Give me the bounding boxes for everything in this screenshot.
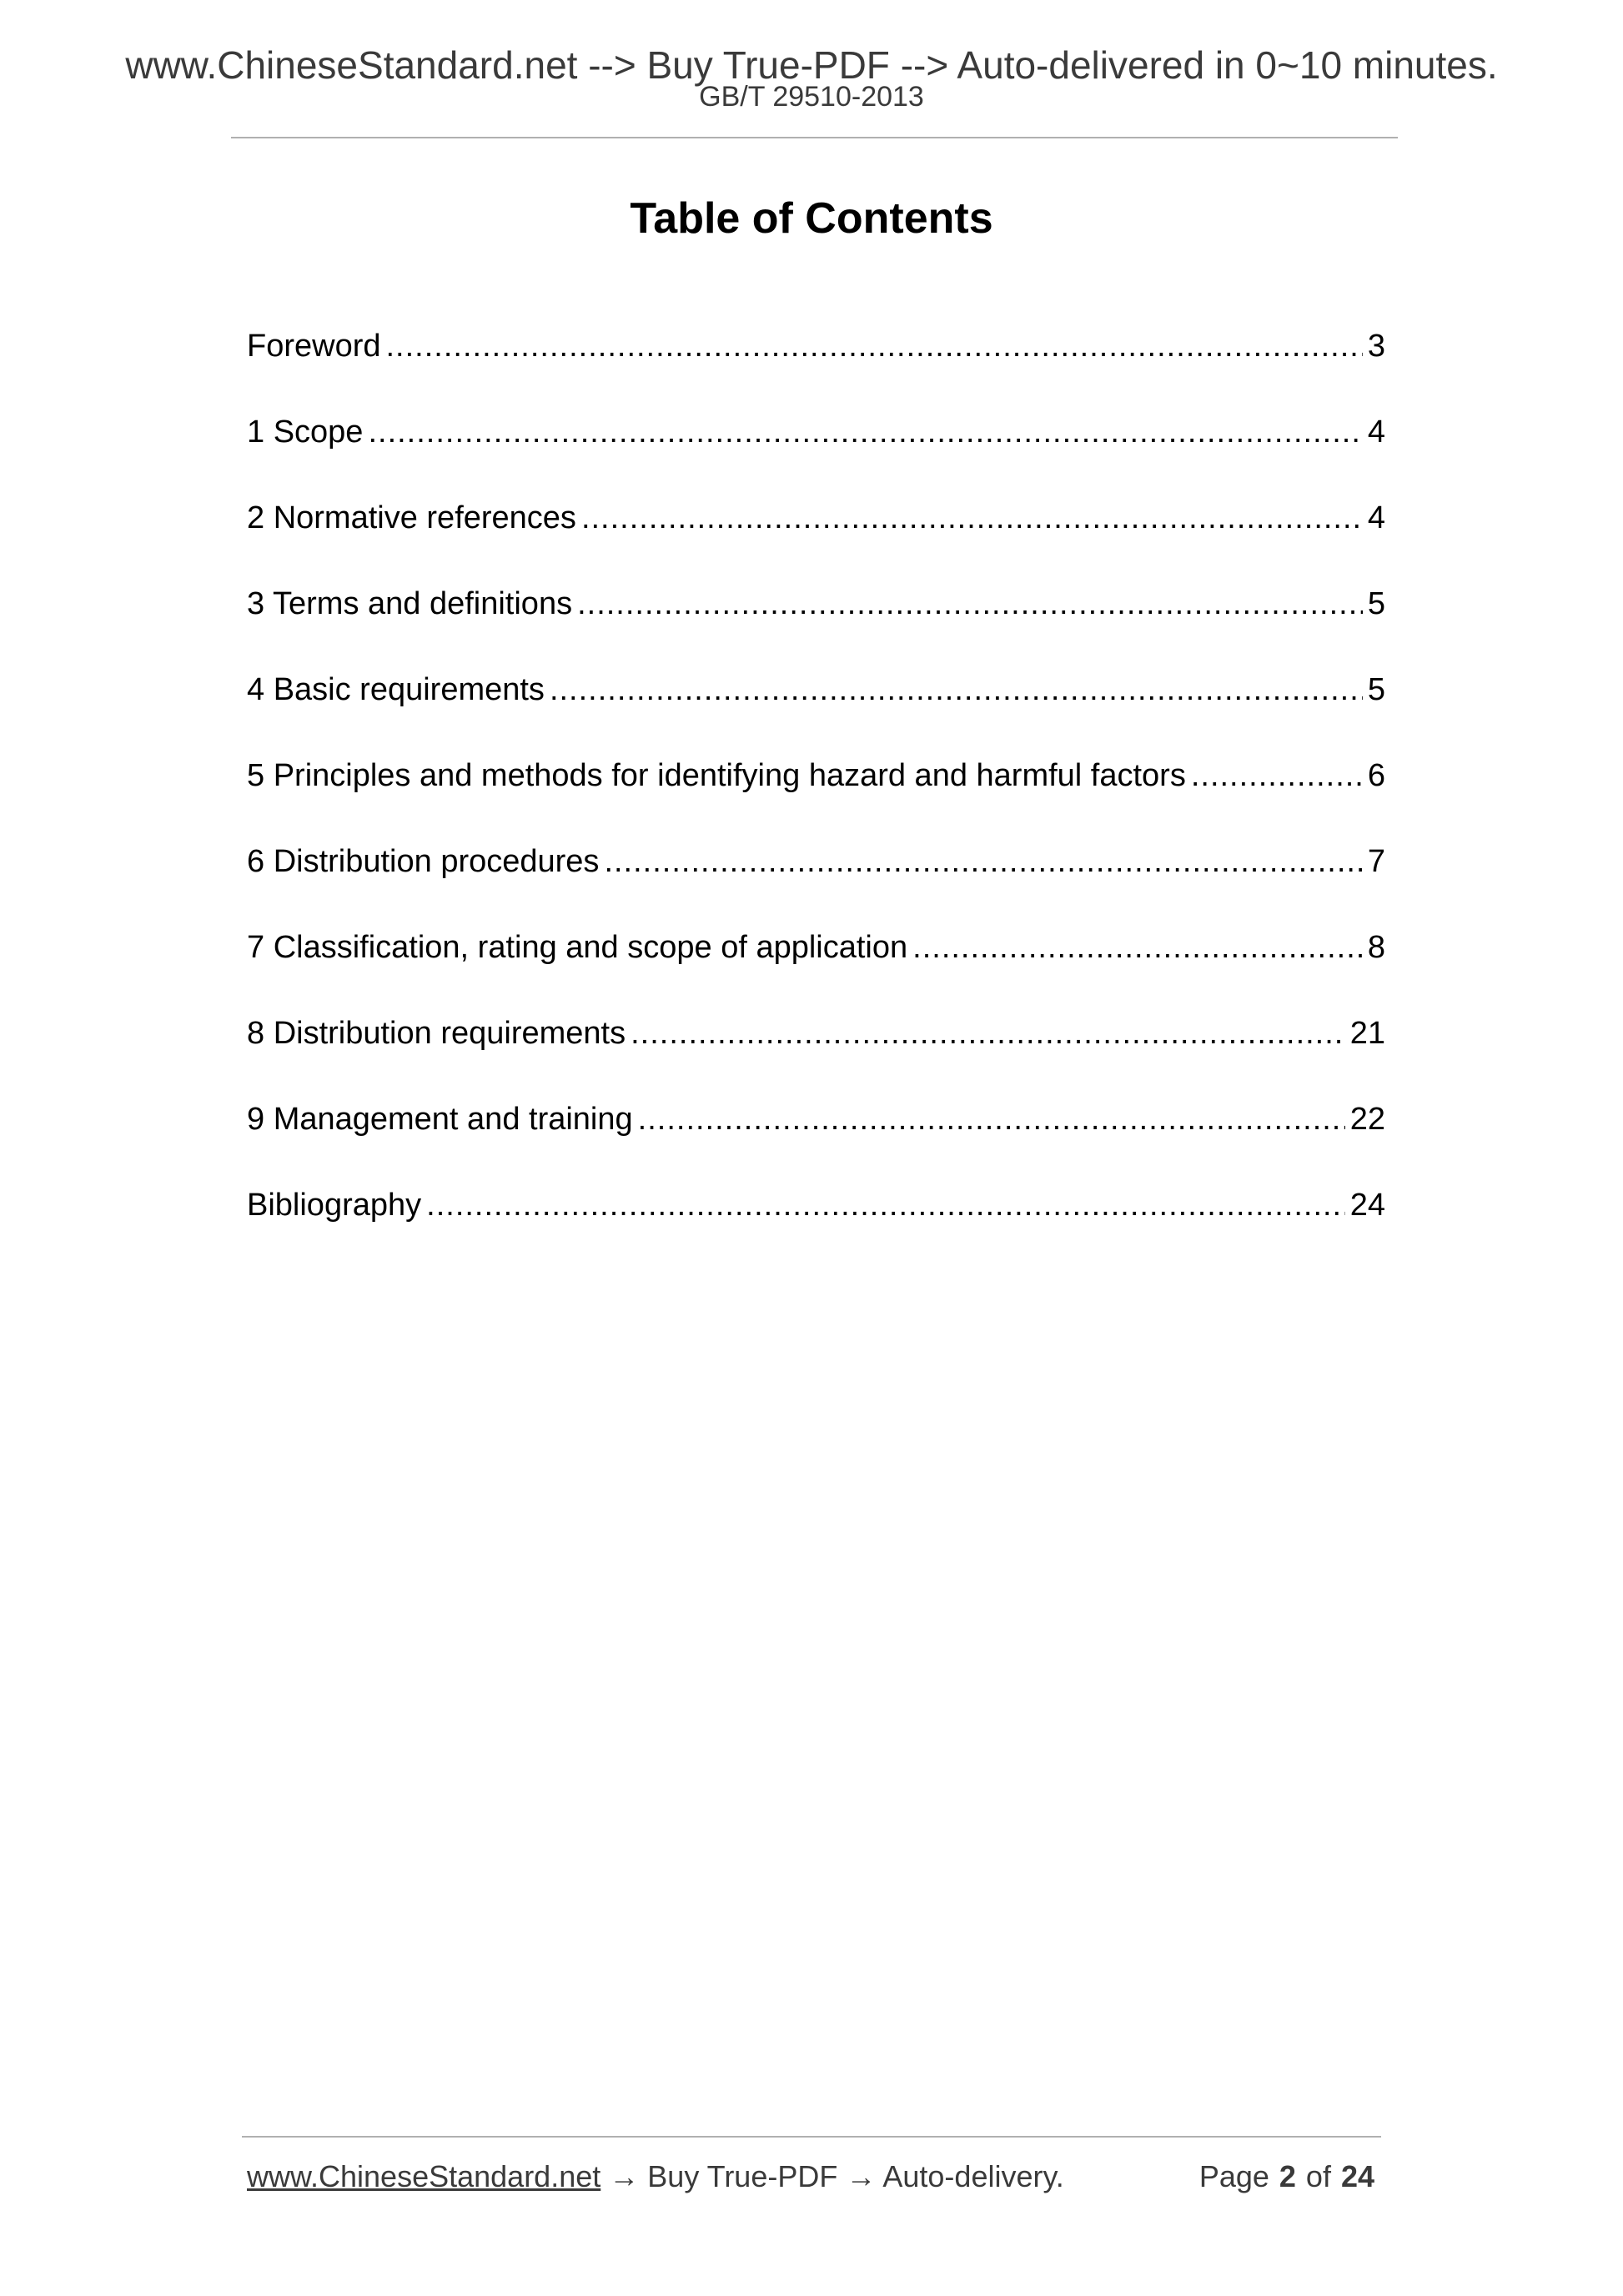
toc-item-page: 21 bbox=[1349, 1016, 1385, 1051]
toc-item-page: 24 bbox=[1349, 1188, 1385, 1223]
toc-item-label: Foreword bbox=[247, 329, 381, 364]
toc-dot-leader bbox=[577, 579, 1363, 629]
toc-item-label: 2 Normative references bbox=[247, 500, 576, 535]
toc-dot-leader bbox=[631, 1008, 1345, 1058]
toc-dot-leader bbox=[550, 665, 1363, 715]
toc-dot-leader bbox=[1191, 751, 1363, 801]
header-divider bbox=[231, 137, 1398, 138]
toc-item-management-training[interactable] bbox=[247, 1094, 1385, 1180]
page-indicator bbox=[1199, 2158, 1374, 2195]
footer-promo bbox=[247, 2158, 1064, 2195]
total-pages-number: 24 bbox=[1340, 2159, 1374, 2193]
footer-divider bbox=[242, 2136, 1381, 2138]
toc-item-label: 3 Terms and definitions bbox=[247, 586, 573, 621]
toc-item-label: 7 Classification, rating and scope of application bbox=[247, 930, 908, 965]
of-word: of bbox=[1305, 2159, 1331, 2193]
toc-item-bibliography[interactable] bbox=[247, 1180, 1385, 1266]
toc-title: Table of Contents bbox=[630, 194, 993, 243]
footer-buy-text: Buy True-PDF bbox=[647, 2159, 838, 2193]
toc-dot-leader bbox=[368, 407, 1362, 457]
toc-item-distribution-procedures[interactable] bbox=[247, 837, 1385, 922]
toc-item-label: 9 Management and training bbox=[247, 1102, 633, 1137]
toc-dot-leader bbox=[426, 1180, 1345, 1230]
toc-dot-leader bbox=[386, 321, 1363, 371]
toc-item-label: 1 Scope bbox=[247, 414, 364, 450]
toc-item-label: Bibliography bbox=[247, 1188, 422, 1223]
toc-item-page: 4 bbox=[1367, 500, 1385, 535]
toc-item-page: 22 bbox=[1349, 1102, 1385, 1137]
toc-dot-leader bbox=[581, 493, 1363, 543]
toc-item-page: 5 bbox=[1367, 672, 1385, 707]
arrow-right-icon: → bbox=[609, 2159, 640, 2193]
footer-site-link[interactable]: www.ChineseStandard.net bbox=[247, 2159, 601, 2193]
toc-item-label: 8 Distribution requirements bbox=[247, 1016, 626, 1051]
toc-item-normative-references[interactable] bbox=[247, 493, 1385, 579]
page-footer bbox=[247, 2158, 1374, 2195]
toc-item-basic-requirements[interactable] bbox=[247, 665, 1385, 751]
toc-list bbox=[247, 321, 1385, 1266]
toc-item-page: 3 bbox=[1367, 329, 1385, 364]
toc-dot-leader bbox=[638, 1094, 1345, 1144]
footer-delivery-text: Auto-delivery. bbox=[882, 2159, 1064, 2193]
site-banner: www.ChineseStandard.net --> Buy True-PDF --> Auto-delivered in 0~10 minutes. bbox=[125, 43, 1498, 87]
toc-item-scope[interactable] bbox=[247, 407, 1385, 493]
toc-item-label: 5 Principles and methods for identifying hazard and harmful factors bbox=[247, 758, 1186, 793]
toc-dot-leader bbox=[604, 837, 1362, 887]
toc-dot-leader bbox=[912, 922, 1363, 972]
toc-item-page: 7 bbox=[1367, 844, 1385, 879]
toc-item-principles-methods[interactable] bbox=[247, 751, 1385, 837]
toc-item-page: 6 bbox=[1367, 758, 1385, 793]
document-id: GB/T 29510-2013 bbox=[699, 81, 924, 113]
toc-item-label: 4 Basic requirements bbox=[247, 672, 545, 707]
toc-item-foreword[interactable] bbox=[247, 321, 1385, 407]
toc-item-terms-definitions[interactable] bbox=[247, 579, 1385, 665]
toc-item-label: 6 Distribution procedures bbox=[247, 844, 600, 879]
current-page-number: 2 bbox=[1279, 2159, 1296, 2193]
arrow-right-icon: → bbox=[846, 2159, 877, 2193]
toc-item-page: 8 bbox=[1367, 930, 1385, 965]
toc-item-distribution-requirements[interactable] bbox=[247, 1008, 1385, 1094]
toc-item-page: 5 bbox=[1367, 586, 1385, 621]
toc-item-classification[interactable] bbox=[247, 922, 1385, 1008]
page-word: Page bbox=[1198, 2159, 1269, 2193]
toc-item-page: 4 bbox=[1367, 414, 1385, 450]
